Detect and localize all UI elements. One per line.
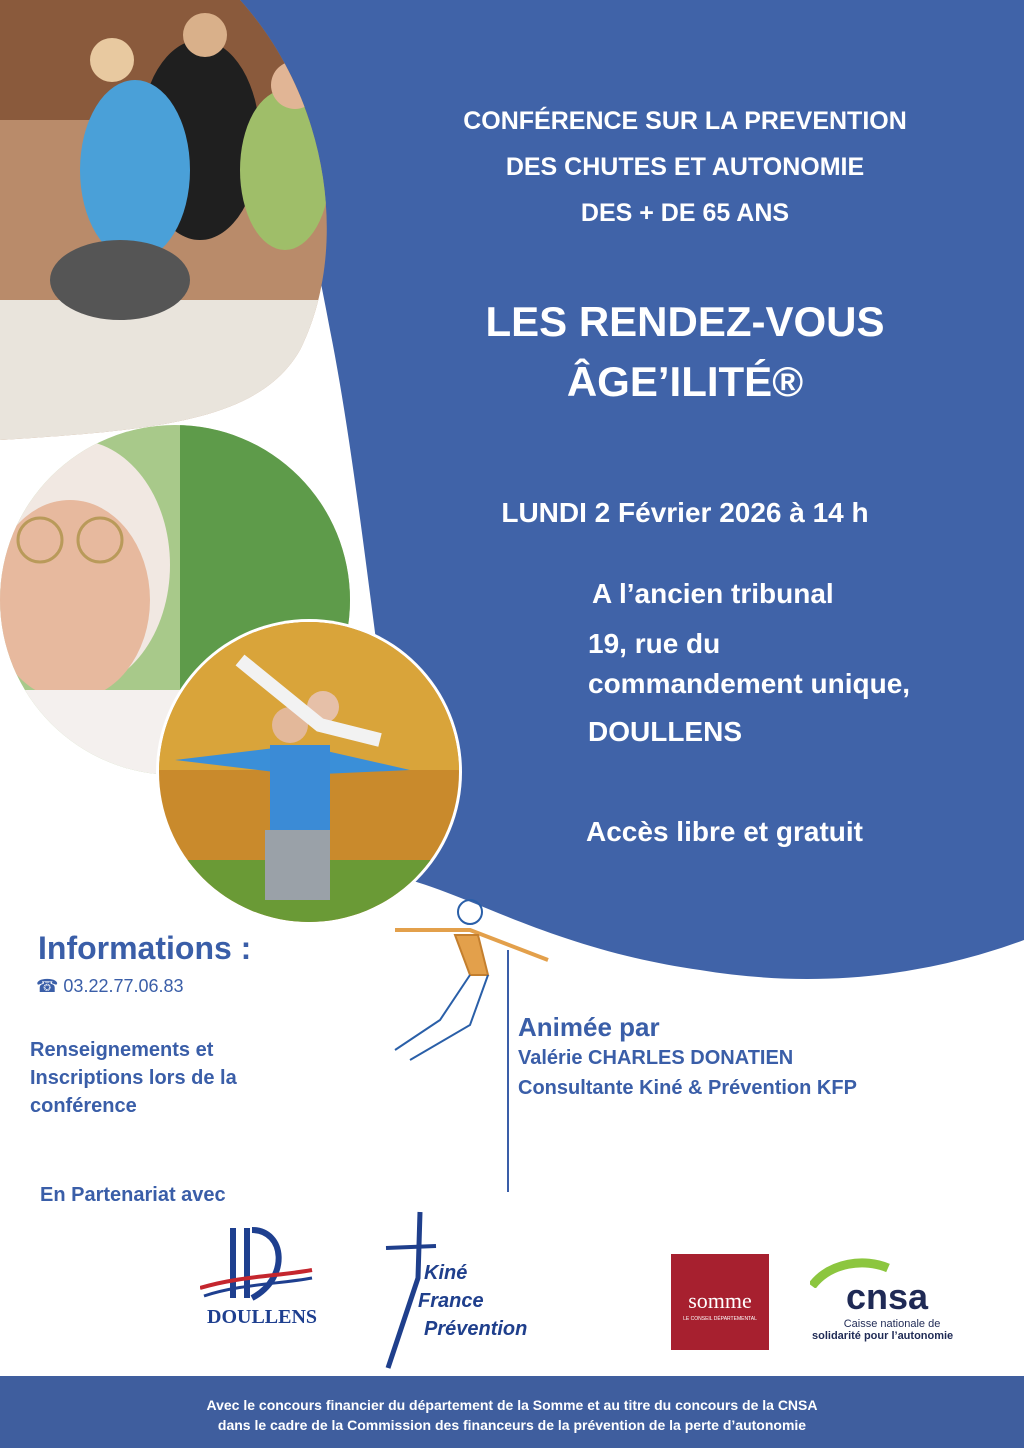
event-title-line: LES RENDEZ-VOUS <box>485 298 885 345</box>
animator-role: Consultante Kiné & Prévention KFP <box>518 1077 857 1099</box>
partners-label: En Partenariat avec <box>40 1184 226 1206</box>
event-street-line: 19, rue du <box>588 628 721 659</box>
kine-word: Kiné <box>424 1262 468 1284</box>
phone-number[interactable]: ☎ 03.22.77.06.83 <box>36 976 184 996</box>
conference-title-line: DES CHUTES ET AUTONOMIE <box>505 153 865 181</box>
cnsa-logo-subtext: Caisse nationale de <box>843 1318 941 1330</box>
kine-word: France <box>418 1290 484 1312</box>
event-title <box>400 292 970 412</box>
vertical-divider <box>507 950 509 1192</box>
doullens-logo-text: DOULLENS <box>207 1306 318 1328</box>
animator-label: Animée par <box>518 1012 660 1042</box>
event-title-line: ÂGE’ILITÉ® <box>566 358 804 405</box>
animator-name: Valérie CHARLES DONATIEN <box>518 1047 794 1069</box>
registration-note: Renseignements et Inscriptions lors de la conférence <box>30 1039 237 1117</box>
conference-title <box>400 98 970 236</box>
somme-logo-subtext: LE CONSEIL DÉPARTEMENTAL <box>683 1316 757 1322</box>
somme-logo-text: somme <box>688 1288 752 1313</box>
cnsa-logo-subtext: solidarité pour l’autonomie <box>812 1330 954 1342</box>
event-date: LUNDI 2 Février 2026 à 14 h <box>501 497 869 528</box>
footer-line: Avec le concours financier du département de la Somme et au titre du concours de la CNSA <box>206 1397 818 1413</box>
footer-line: dans le cadre de la Commission des financeurs de la prévention de la perte d’autonomie <box>217 1417 807 1433</box>
somme-logo <box>671 1254 769 1350</box>
event-street-line: commandement unique, <box>588 668 911 699</box>
kine-word: Prévention <box>424 1318 528 1340</box>
doullens-logo <box>200 1218 315 1308</box>
cnsa-logo-text: cnsa <box>846 1276 929 1317</box>
info-heading: Informations : <box>38 930 252 966</box>
conference-title-line: DES + DE 65 ANS <box>580 199 790 227</box>
access-note: Accès libre et gratuit <box>586 816 863 847</box>
event-city: DOULLENS <box>588 716 742 747</box>
event-venue: A l’ancien tribunal <box>592 578 834 609</box>
conference-title-line: CONFÉRENCE SUR LA PREVENTION <box>463 107 907 135</box>
